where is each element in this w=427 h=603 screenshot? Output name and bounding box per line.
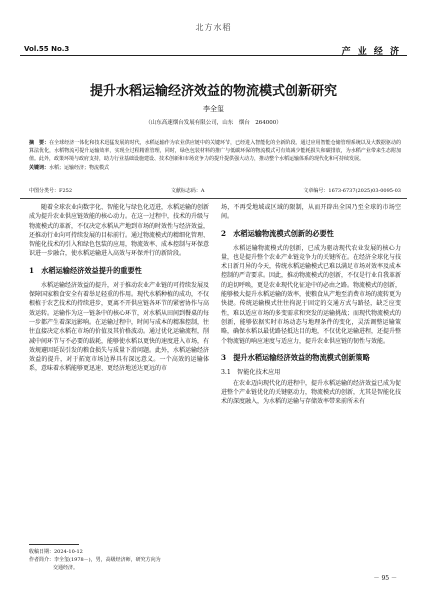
page-number: － 95 － bbox=[373, 575, 397, 582]
article-meta bbox=[29, 187, 401, 194]
author-bio-cont: 交通经济。 bbox=[53, 565, 79, 571]
clc-number: 中图分类号：F252 bbox=[29, 188, 73, 194]
continued-paragraph: 场，不再受地域或区域的限制，从而开辟出全国乃至全球的市场空间。 bbox=[221, 204, 401, 221]
section-3-1-paragraph: 在农业迈向现代化的进程中，提升水稻运输的经济效益已成为促进整个产业链优化的关键驱动力，物流模式的创新，尤其是智能化技术的深度融入，为水稻的运输与存储效率带来前所未有 bbox=[221, 379, 402, 406]
abstract-text: 在全球经济一体化和技术迅猛发展的时代，水稻运输作为农业供应链中的关键环节，已经进入智能化的全新阶段。通过应用智能仓储管理系统以及大数据驱动的算法优化，水稻物流可提升运输效率，实现全过程精准管理，同时，绿色包装材料的推广与低碳环保的物流模式可有效减少能耗损失和碳排放，为水稻产业带来生态附加值。此外，政策环境与政府支持，助力行业基础设施建设、技术创新和市场竞争力的提升提供强大动力，推动整个水稻运输体系的现代化和可持续发展。 bbox=[29, 140, 401, 162]
section-3-heading: 3 提升水稻运输经济效益的物流模式创新策略 bbox=[221, 352, 370, 362]
right-column bbox=[221, 203, 401, 407]
keywords bbox=[29, 164, 401, 172]
author-affiliation: （山东高速烟台发展有限公司，山东 烟台 264000） bbox=[145, 120, 282, 126]
abstract-label: 摘 要： bbox=[29, 140, 50, 146]
article-author: 李全玺 bbox=[203, 105, 224, 113]
header-rule bbox=[20, 55, 407, 56]
abstract bbox=[29, 139, 401, 163]
intro-paragraph: 随着全球农业向数字化、智能化与绿色化迈进，水稻运输的创新成为提升农业供应链效能的核心动力。在这一过程中，技术的升级与物流模式的革新，不仅决定水稻从产地到市场的时效性与经济效益，还推动行业向可持续发展的目标前行。通过物流模式的精细化管理、智能化技术的引入和绿色包装的应用，物流效率、成本控制与环保意识进一步融合，使水稻运输进入高效与环保并行的新阶段。 bbox=[29, 204, 210, 258]
left-column bbox=[29, 203, 209, 374]
volume-label: Vol.55 No.3 bbox=[24, 45, 70, 53]
section-2-heading: 2 水稻运输物流模式创新的必要性 bbox=[221, 228, 334, 238]
meta-rule bbox=[20, 198, 407, 199]
keywords-text: 水稻；运输经济；物流模式 bbox=[49, 165, 110, 171]
keywords-label: 关键词： bbox=[29, 165, 50, 171]
journal-name: 北方水稻 bbox=[195, 23, 232, 32]
footnote-rule bbox=[29, 544, 79, 545]
author-bio: 作者简介：李全玺(1978－)，男，高级经济师，研究方向为 bbox=[29, 557, 161, 563]
section-label: 产 业 经 济 bbox=[341, 47, 401, 57]
received-date: 收稿日期：2024-10-12 bbox=[29, 549, 83, 555]
document-code: 文献标志码：A bbox=[170, 188, 205, 194]
footnote bbox=[29, 548, 209, 572]
article-title: 提升水稻运输经济效益的物流模式创新研究 bbox=[89, 84, 337, 99]
section-1-heading: 1 水稻运输经济效益提升的重要性 bbox=[29, 265, 142, 275]
section-3-1-heading: 3.1 智能化技术应用 bbox=[221, 368, 281, 376]
section-1-paragraph: 水稻运输经济效益的提升，对于推动农业产业链的可持续发展及保障国家粮食安全有着举足轻重的作用。现代水稻种植的成功，不仅根植于农艺技术的持续进步，更离不开供应链各环节的紧密协作与高效运转。运输作为这一链条中的核心环节，对水稻从田间到餐桌的每一步都产生着深远影响。在运输过程中，时间与成本的精准控制，往往直接决定水稻在市场的价值及其价格波动。通过优化运输流程，削减中间环节与不必要的载耗，能够使水稻以更快的速度进入市场，有效规避因延误引发的粮食损失与质量下滑问题。此外，水稻运输经济效益的提升，对于拓宽市场边界具有深远意义。一个高效的运输体系，意味着水稻能够更迅速、更经济地送达更远的市 bbox=[29, 281, 210, 373]
section-2-paragraph: 水稻运输物流模式的创新，已成为驱动现代农业发展的核心力量，也是提升整个农业产业链竞争力的关键所在。在经济全球化与技术日新月异的今天，传统水稻运输模式已难以满足市场对效率及成本控制的严苛要求。因此，推动物流模式的创新，不仅是行业自我革新的迫切呼唤，更是农业现代化征途中的必由之路。物流模式的创新，能够极大提升水稻运输的效率，使粮食从产地至消费市场的流转更为快捷。传统运输模式往往拘泥于固定的交通方式与路径，缺乏应变性，难以适应市场的多变需求和突发的运输挑战；而现代物流模式的创新，能够依据实时市场动态与地理条件的变化，灵活调整运输策略，确保水稻以最优路径抵达目的地，不仅优化运输进程，还提升整个物流链的响应速度与适应力，提升农业供应链的韧性与效能。 bbox=[221, 244, 402, 345]
article-number: 文章编号：1673-6737(2025)03-0095-03 bbox=[303, 188, 401, 194]
